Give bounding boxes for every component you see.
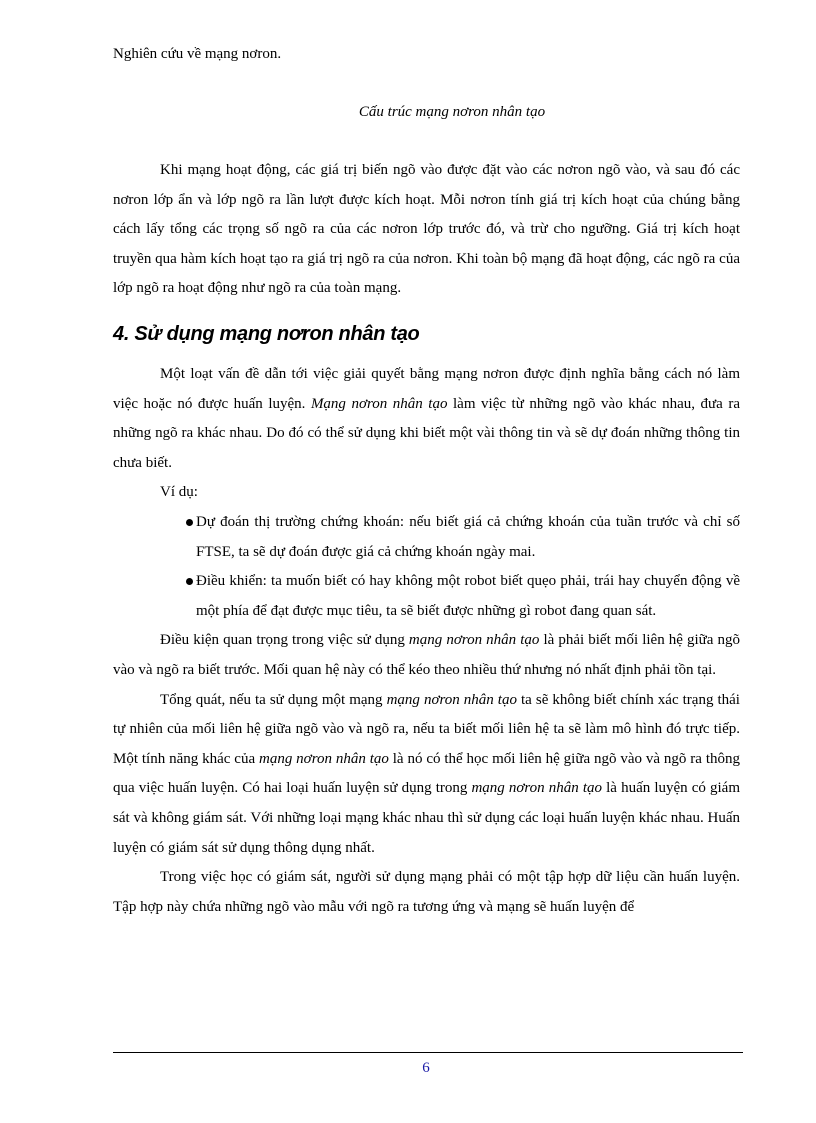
list-item	[113, 508, 740, 567]
paragraph-4-emphasis-2: mạng nơron nhân tạo	[258, 750, 389, 767]
paragraph-4	[113, 686, 740, 864]
paragraph-4-text-d: là huấn luyện có giám sát và không giám sát. Với những loại mạng khác nhau thì sử dụng các loại huấn luyện khác nhau. Huấn luyện có giám sát sử dụng thông dụng nhất.	[113, 780, 740, 856]
paragraph-4-text-a: Tổng quát, nếu ta sử dụng một mạng	[160, 691, 387, 708]
paragraph-2-emphasis: Mạng nơron nhân tạo	[310, 395, 448, 412]
paragraph-4-emphasis-1: mạng nơron nhân tạo	[386, 691, 517, 708]
list-item	[113, 567, 740, 626]
paragraph-4-text-c: là nó có thể học mối liên hệ giữa ngõ vào và ngõ ra thông qua việc huấn luyện. Có hai loại huấn luyện sử dụng trong	[113, 750, 740, 797]
paragraph-4-emphasis-3: mạng nơron nhân tạo	[471, 780, 603, 797]
paragraph-3-text-a: Điều kiện quan trọng trong việc sử dụng	[160, 632, 409, 649]
paragraph-3-text-b: là phải biết mối liên hệ giữa ngõ vào và ngõ ra biết trước. Mối quan hệ này có thể kéo theo nhiều thứ nhưng nó nhất định phải tồn tại.	[113, 632, 740, 678]
bullet-icon	[186, 578, 193, 585]
paragraph-1-text: Khi mạng hoạt động, các giá trị biến ngõ vào được đặt vào các nơron ngõ vào, và sau đó các nơron lớp ẩn và lớp ngõ ra lần lượt được kích hoạt. Mỗi nơron tính giá trị kích hoạt của chúng bằng cách lấy tổng các trọng số ngõ ra của các nơron lớp trước đó, và trừ cho ngưỡng. Giá trị kích hoạt truyền qua hàm kích hoạt tạo ra giá trị ngõ ra của nơron. Khi toàn bộ mạng đã hoạt động, các ngõ ra của lớp ngõ ra hoạt động như ngõ ra của toàn mạng.	[113, 162, 740, 297]
footer-divider	[113, 1052, 743, 1053]
section-body	[113, 360, 740, 922]
section-heading: 4. Sử dụng mạng nơron nhân tạo	[113, 323, 420, 345]
running-header: Nghiên cứu về mạng nơron.	[113, 46, 282, 62]
paragraph-1	[113, 156, 740, 304]
list-item-text: Dự đoán thị trường chứng khoán: nếu biết giá cả chứng khoán của tuần trước và chỉ số FTSE, ta sẽ dự đoán được giá cả chứng khoán ngày mai.	[196, 513, 740, 560]
paragraph-2-text-b: làm việc từ những ngõ vào khác nhau, đưa ra những ngõ ra khác nhau. Do đó có thể sử dụng khi biết một vài thông tin và sẽ dự đoán những thông tin chưa biết.	[113, 395, 740, 471]
bullet-icon	[186, 519, 193, 526]
paragraph-3-emphasis: mạng nơron nhân tạo	[408, 632, 540, 649]
paragraph-2-text-a: Một loạt vấn đề dẫn tới việc giải quyết bằng mạng nơron được định nghĩa bằng cách nó làm việc hoặc nó được huấn luyện.	[113, 366, 740, 412]
paragraph-4-text-b: ta sẽ không biết chính xác trạng thái tự nhiên của mối liên hệ giữa ngõ vào và ngõ ra, nếu ta biết mối liên hệ ta sẽ làm mô hình đó trực tiếp. Một tính năng khác của	[113, 691, 740, 767]
list-item-text: Điều khiển: ta muốn biết có hay không một robot biết quẹo phải, trái hay chuyển động về một phía để đạt được mục tiêu, ta sẽ biết được những gì robot đang quan sát.	[196, 573, 740, 619]
page-number: 6	[422, 1060, 430, 1076]
paragraph-5: Trong việc học có giám sát, người sử dụng mạng phải có một tập hợp dữ liệu cần huấn luyện. Tập hợp này chứa những ngõ vào mẫu với ngõ ra tương ứng và mạng sẽ huấn luyện để	[113, 869, 740, 915]
paragraph-3	[113, 626, 740, 685]
paragraph-2	[113, 360, 740, 478]
example-label: Ví dụ:	[160, 484, 198, 501]
figure-caption: Cấu trúc mạng nơron nhân tạo	[358, 104, 546, 120]
example-list	[113, 508, 740, 626]
